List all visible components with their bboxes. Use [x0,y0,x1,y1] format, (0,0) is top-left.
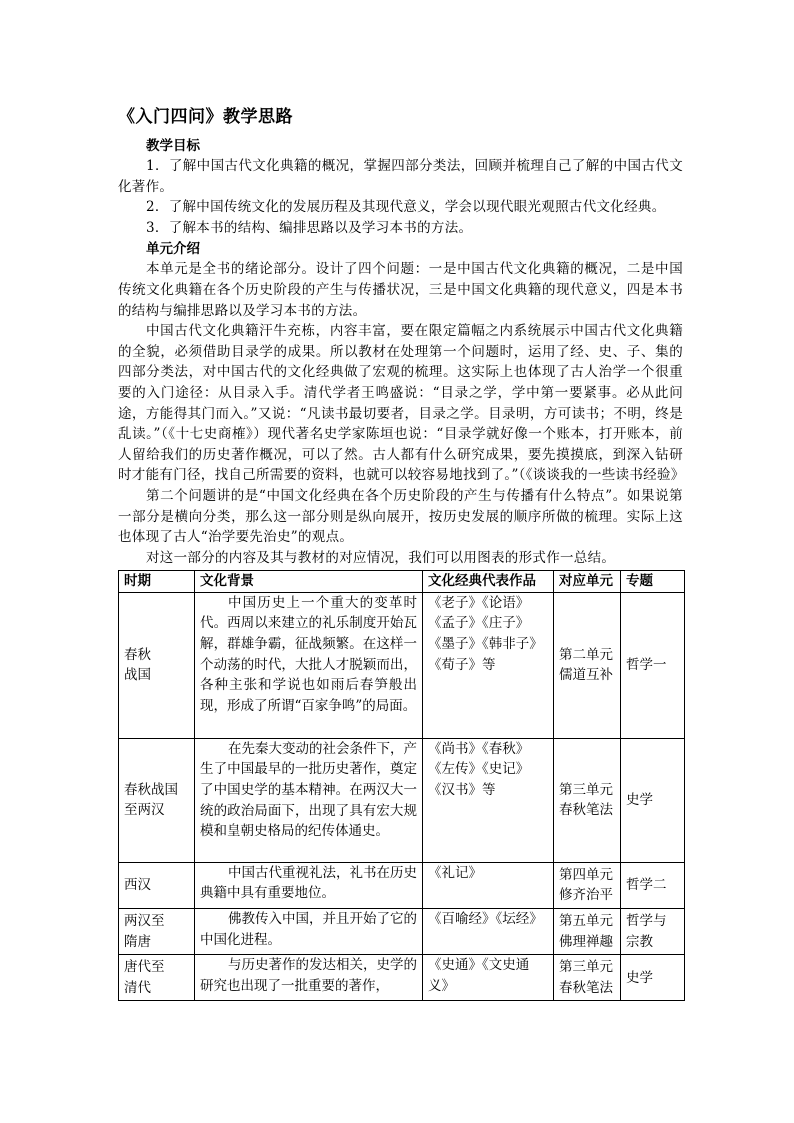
cell-unit: 第四单元 修齐治平 [554,862,621,908]
header-works: 文化经典代表作品 [423,571,554,593]
cell-unit: 第三单元 春秋笔法 [554,955,621,1001]
cell-period: 春秋战国 至两汉 [119,738,195,862]
cell-works: 《百喻经》《坛经》 [423,909,554,955]
table-row [119,862,685,908]
unit-paragraph: 第二个问题讲的是“中国文化经典在各个历史阶段的产生与传播有什么特点”。如果说第一部分是横向分类，那么这一部分则是纵向展开，按历史发展的顺序所做的梳理。实际上这也体现了古人“治学要先治史”的观点。 [118,487,683,546]
cell-unit: 第二单元 儒道互补 [554,592,621,738]
table-row [119,909,685,955]
header-period: 时期 [119,571,195,593]
unit-paragraph: 中国古代文化典籍汗牛充栋，内容丰富，要在限定篇幅之内系统展示中国古代文化典籍的全貌，必须借助目录学的成果。所以教材在处理第一个问题时，运用了经、史、子、集的四部分类法，对中国古代的文化经典做了宏观的梳理。这实际上也体现了古人治学一个很重要的入门途径：从目录入手。清代学者王鸣盛说：“目录之学，学中第一要紧事。必从此问途，方能得其门而入。”又说：“凡读书最切要者，目录之学。目录明，方可读书；不明，终是乱读。”（《十七史商榷》）现代著名史学家陈垣也说：“目录学就好像一个账本，打开账本，前人留给我们的历史著作概况，可以了然。古人都有什么研究成果，要先摸摸底，到深入钻研时才能有门径，找自己所需要的资料，也就可以较容易地找到了。”（《谈谈我的一些读书经验》 [118,323,685,484]
cell-background: 中国历史上一个重大的变革时代。西周以来建立的礼乐制度开始瓦解，群雄争霸，征战频繁。在这样一个动荡的时代，大批人才脱颖而出，各种主张和学说也如雨后春笋般出现，形成了所谓“百家争鸣”的局面。 [195,592,423,738]
table-row [119,955,685,1001]
cell-unit: 第五单元 佛理禅趣 [554,909,621,955]
header-background: 文化背景 [195,571,423,593]
unit-paragraph: 对这一部分的内容及其与教材的对应情况，我们可以用图表的形式作一总结。 [146,549,616,566]
cell-topic: 哲学与 宗教 [621,909,685,955]
cell-topic: 哲学一 [621,592,685,738]
cell-topic: 哲学二 [621,862,685,908]
objective-item: 1．了解中国古代文化典籍的概况，掌握四部分类法，回顾并梳理自己了解的中国古代文化著作。 [118,158,683,195]
summary-table [118,570,685,1001]
cell-period: 唐代至 清代 [119,955,195,1001]
table-row [119,592,685,738]
objective-item: 3．了解本书的结构、编排思路以及学习本书的方法。 [146,219,473,236]
header-unit: 对应单元 [554,571,621,593]
header-topic: 专题 [621,571,685,593]
page-title: 《入门四问》教学思路 [118,107,293,127]
cell-period: 春秋 战国 [119,592,195,738]
cell-works: 《尚书》《春秋》《左传》《史记》《汉书》等 [423,738,554,862]
unit-paragraph: 本单元是全书的绪论部分。设计了四个问题：一是中国古代文化典籍的概况，二是中国传统文化典籍在各个历史阶段的产生与传播状况，三是中国文化典籍的现代意义，四是本书的结构与编排思路以及学习本书的方法。 [118,261,683,319]
cell-unit: 第三单元 春秋笔法 [554,738,621,862]
cell-works: 《礼记》 [423,862,554,908]
cell-background: 在先秦大变动的社会条件下，产生了中国最早的一批历史著作，奠定了中国史学的基本精神。在两汉大一统的政治局面下，出现了具有宏大规模和皇朝史格局的纪传体通史。 [195,738,423,862]
objectives-heading: 教学目标 [146,138,200,154]
unit-heading: 单元介绍 [146,241,200,258]
document-page [118,102,683,1001]
cell-works: 《史通》《文史通义》 [423,955,554,1001]
objective-item: 2．了解中国传统文化的发展历程及其现代意义，学会以现代眼光观照古代文化经典。 [146,199,666,216]
cell-background: 中国古代重视礼法，礼书在历史典籍中具有重要地位。 [195,862,423,908]
table-row [119,738,685,862]
cell-background: 与历史著作的发达相关，史学的研究也出现了一批重要的著作， [195,955,423,1001]
cell-period: 两汉至 隋唐 [119,909,195,955]
cell-topic: 史学 [621,738,685,862]
cell-topic: 史学 [621,955,685,1001]
cell-period: 西汉 [119,862,195,908]
cell-background: 佛教传入中国，并且开始了它的中国化进程。 [195,909,423,955]
cell-works: 《老子》《论语》《孟子》《庄子》《墨子》《韩非子》《荀子》等 [423,592,554,738]
table-header-row [119,571,685,593]
